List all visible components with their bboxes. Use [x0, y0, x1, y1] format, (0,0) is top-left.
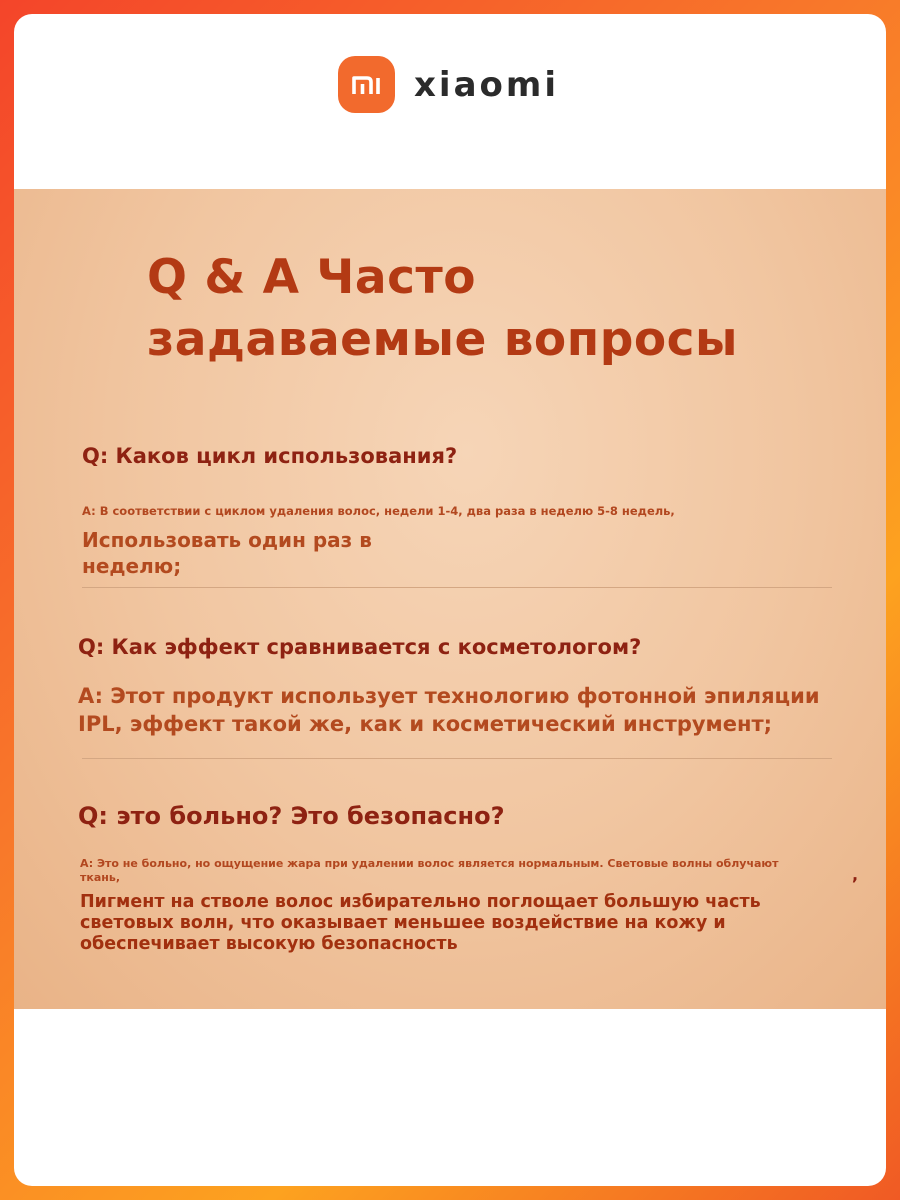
title-line-1: Q & A Часто	[147, 250, 476, 305]
faq-answer-3: Пигмент на стволе волос избирательно поглощает большую часть световых волн, что оказывает меньшее воздействие на кожу и обеспечивает высокую безопасность	[80, 892, 761, 954]
title-line-2: задаваемые вопросы	[147, 312, 738, 367]
faq-answer-3-trailing: ,	[852, 865, 859, 884]
faq-answer-2: A: Этот продукт использует технологию фотонной эпиляции IPL, эффект такой же, как и косметический инструмент;	[78, 684, 820, 736]
brand-header	[14, 56, 886, 126]
faq-answer-3-note: A: Это не больно, но ощущение жара при удалении волос является нормальным. Световые волны облучают ткань,	[80, 857, 779, 884]
faq-question-2: Q: Как эффект сравнивается с косметологом?	[78, 635, 642, 659]
faq-divider-2	[82, 758, 832, 759]
faq-question-1: Q: Каков цикл использования?	[82, 444, 458, 468]
brand-wordmark: xiaomi	[414, 65, 559, 105]
product-card	[14, 14, 886, 1186]
faq-question-3: Q: это больно? Это безопасно?	[78, 802, 505, 830]
xiaomi-logo	[338, 56, 395, 113]
page-title	[147, 247, 738, 371]
faq-panel	[14, 189, 886, 1009]
faq-answer-1: Использовать один раз в неделю;	[82, 528, 372, 578]
faq-answer-1-note: A: В соответствии с циклом удаления волос, недели 1-4, два раза в неделю 5-8 недель,	[82, 504, 675, 518]
mi-logo-icon	[352, 74, 382, 96]
faq-divider-1	[82, 587, 832, 588]
